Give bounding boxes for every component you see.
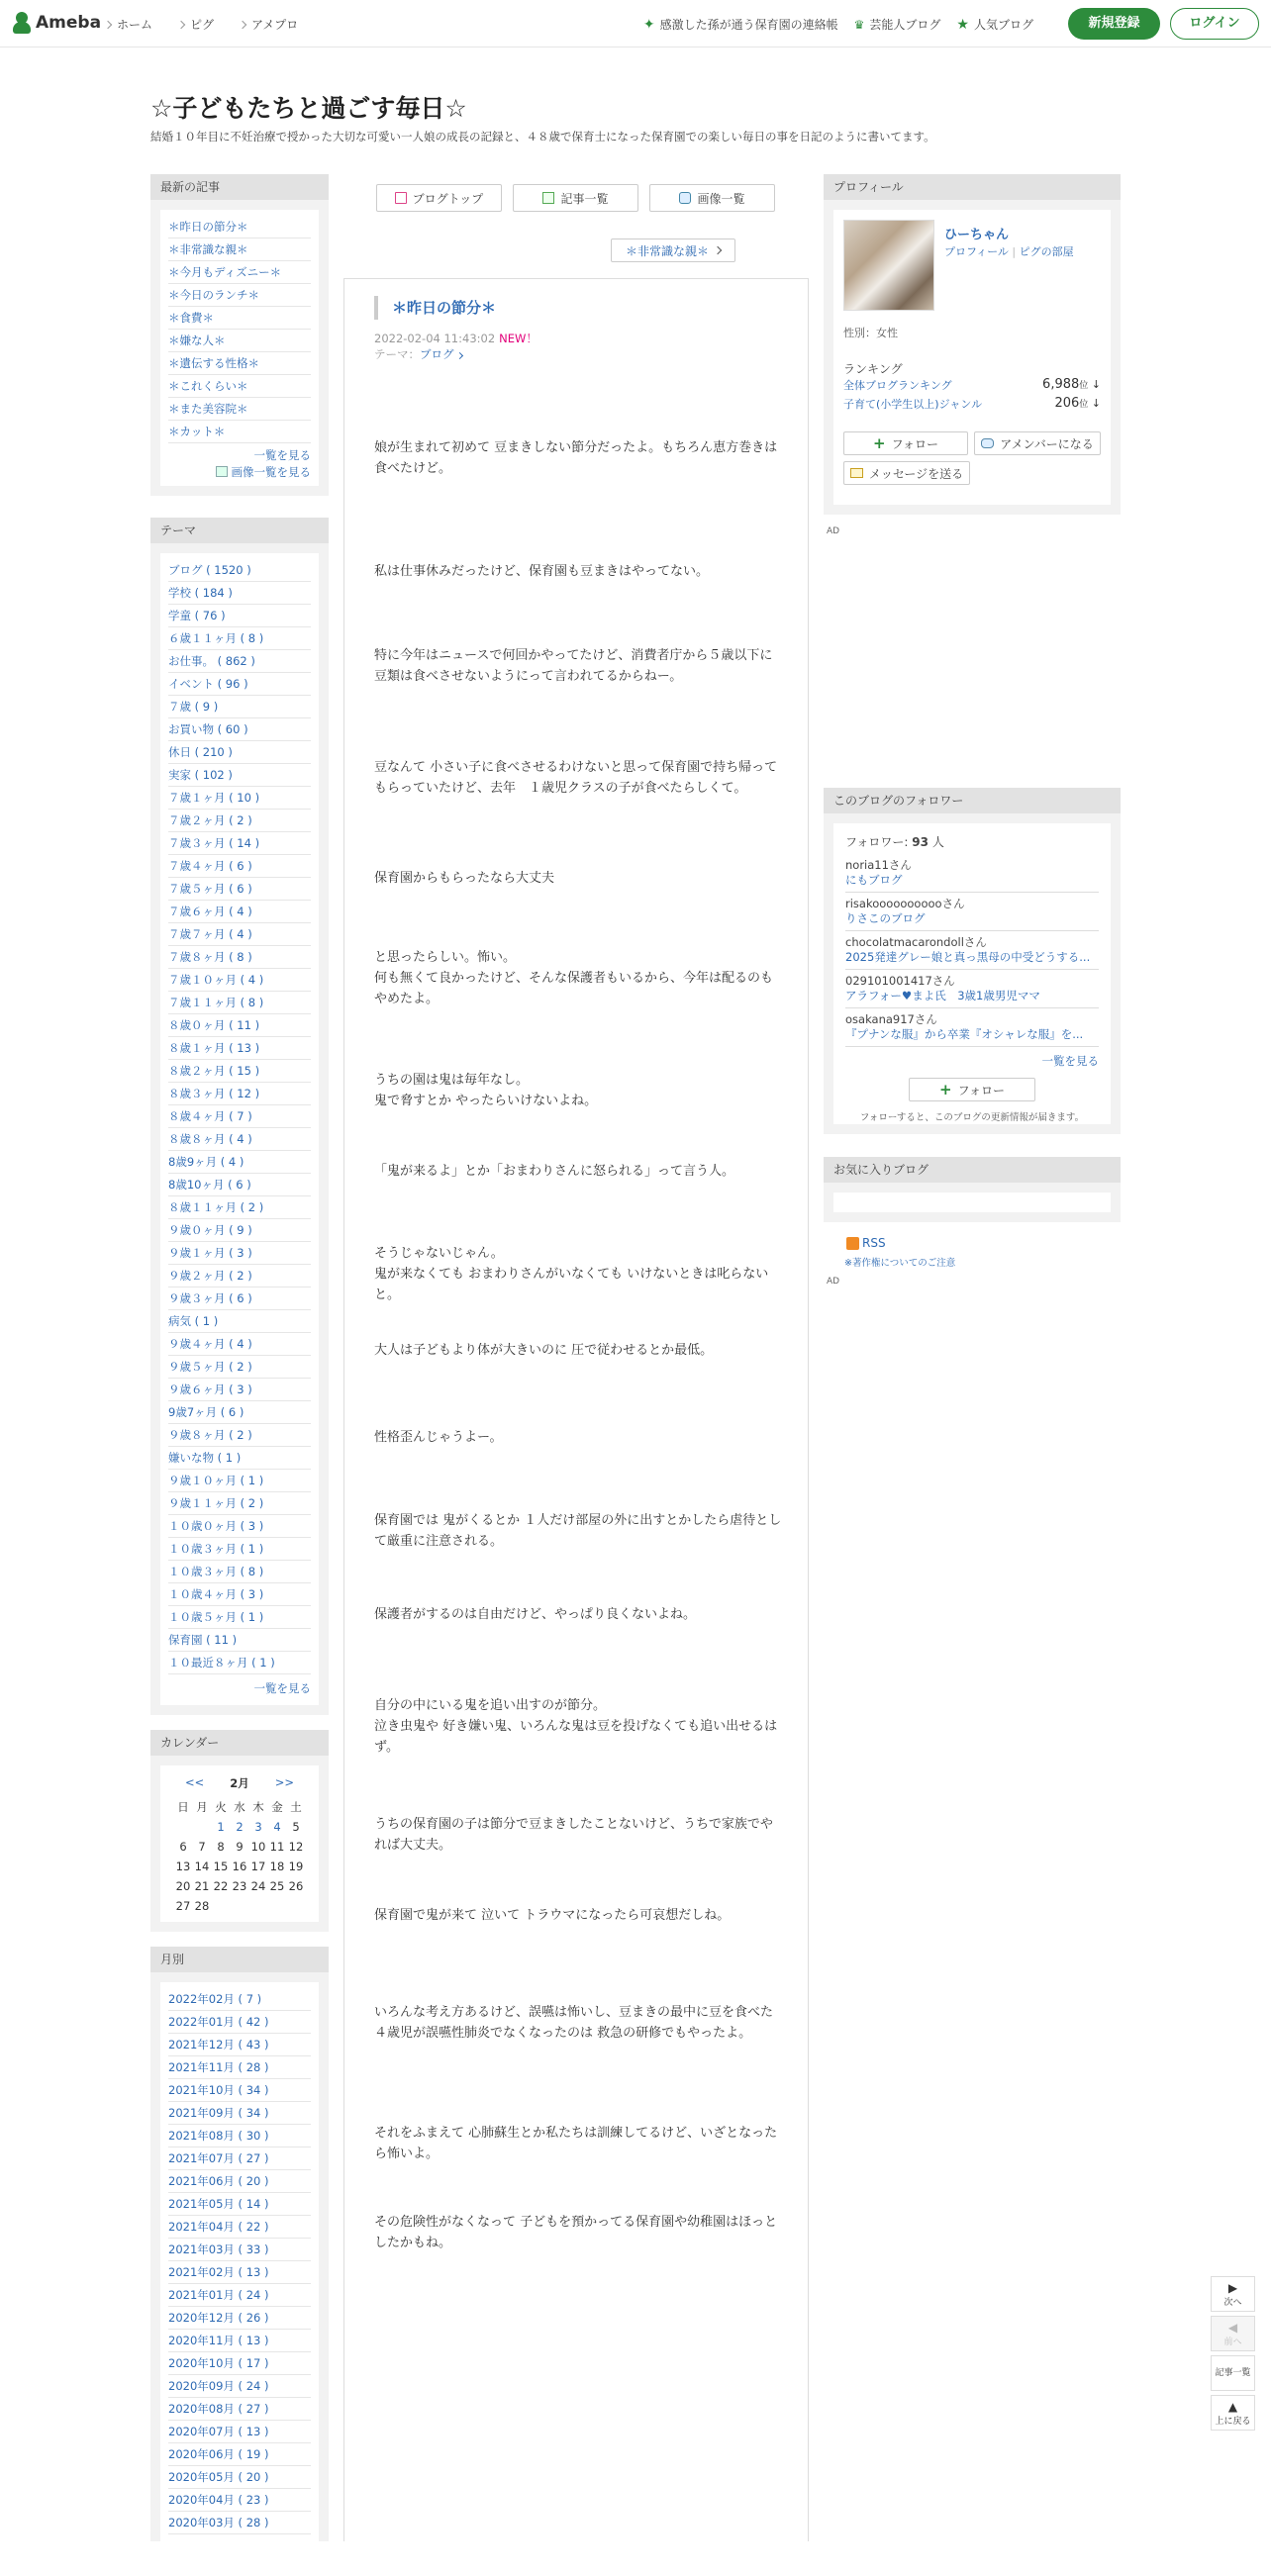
ad-label: AD <box>827 526 840 536</box>
followers-body <box>833 823 1111 1124</box>
follower-item <box>845 1008 1099 1047</box>
profile-gender: 性別：女性 <box>843 327 898 339</box>
nav-home-label: ホーム <box>117 18 153 32</box>
recent-more-link[interactable]: 一覧を見る <box>253 448 311 462</box>
article-paragraph: うちの園は鬼は毎年なし。 鬼で脅すとか やったらいけないよね。 <box>374 1073 598 1108</box>
themes-box <box>150 518 329 1715</box>
ranking-overall-link[interactable]: 全体ブログランキング <box>843 379 952 392</box>
profile-links: プロフィール | ピグの部屋 <box>944 245 1074 258</box>
theme-link[interactable]: ７歳２ヶ月 ( 2 ) <box>168 810 311 832</box>
float-next-label: 次へ <box>1223 2298 1242 2308</box>
theme-link[interactable]: ８歳４ヶ月 ( 7 ) <box>168 1105 311 1128</box>
follower-count: フォロワー: 93 人 <box>845 835 944 849</box>
followers-box <box>824 788 1121 1134</box>
favorite-blogs-header: お気に入りブログ <box>824 1157 1121 1183</box>
month-archive-link[interactable]: 2022年01月 ( 42 ) <box>168 2011 311 2034</box>
copyright-note-label: ※著作権についてのご注意 <box>844 1258 956 1269</box>
theme-link[interactable]: ９歳１０ヶ月 ( 1 ) <box>168 1470 311 1492</box>
amember-label: アメンバーになる <box>1000 436 1094 451</box>
calendar-day: 21 <box>194 1879 210 1893</box>
month-archive-link[interactable]: 2022年02月 ( 7 ) <box>168 1988 311 2011</box>
sparkle-icon: ✦ <box>642 16 655 33</box>
theme-link[interactable]: ７歳７ヶ月 ( 4 ) <box>168 923 311 946</box>
theme-link[interactable]: ８歳１１ヶ月 ( 2 ) <box>168 1196 311 1219</box>
theme-link[interactable]: 8歳10ヶ月 ( 6 ) <box>168 1174 311 1196</box>
themes-more-link[interactable]: 一覧を見る <box>253 1681 311 1695</box>
month-archive-link[interactable]: 2020年04月 ( 23 ) <box>168 2489 311 2512</box>
tab-blog-top[interactable] <box>376 184 502 212</box>
calendar-day <box>287 1896 306 1916</box>
month-archive-link[interactable]: 2021年03月 ( 33 ) <box>168 2239 311 2261</box>
month-archive-link[interactable]: 2021年09月 ( 34 ) <box>168 2102 311 2125</box>
profile-name[interactable]: ひーちゃん <box>944 228 1010 242</box>
nav-amepro-label: アメプロ <box>251 18 299 32</box>
theme-link[interactable]: 病気 ( 1 ) <box>168 1310 311 1333</box>
calendar-day: 27 <box>175 1899 191 1913</box>
tab-blog-top-label: ブログトップ <box>412 191 484 206</box>
rss-icon <box>846 1237 859 1250</box>
favorite-blogs-body <box>833 1193 1111 1212</box>
article-paragraph: そうじゃないじゃん。 鬼が来なくても おまわりさんがいなくても いけないときは叱らないと。 <box>374 1246 769 1302</box>
plus-icon: + <box>939 1081 952 1098</box>
calendar-day: 18 <box>269 1860 285 1873</box>
chevron-right-icon <box>104 20 112 28</box>
follow-note: フォローすると、このブログの更新情報が届きます。 <box>859 1112 1085 1123</box>
month-archive-link[interactable]: 2020年11月 ( 13 ) <box>168 2330 311 2352</box>
follower-blog-link[interactable]: 『プナンな服』から卒業『オシャレな服』を... <box>845 1027 1084 1041</box>
theme-link[interactable]: 実家 ( 102 ) <box>168 764 311 787</box>
calendar-day[interactable]: 3 <box>254 1820 262 1834</box>
ameba-logo-text: Ameba <box>36 13 102 33</box>
theme-link[interactable]: イベント ( 96 ) <box>168 673 311 696</box>
article-paragraph: 私は仕事休みだったけど、保育園も豆まきはやってない。 <box>374 564 710 579</box>
images-more-link[interactable] <box>168 464 311 481</box>
theme-link[interactable]: ７歳１１ヶ月 ( 8 ) <box>168 992 311 1014</box>
calendar-day <box>268 1896 287 1916</box>
chevron-right-icon <box>714 246 722 254</box>
nav-pigg[interactable] <box>178 16 214 33</box>
month-archive-link[interactable]: 2021年06月 ( 20 ) <box>168 2170 311 2193</box>
month-archive-link[interactable]: 2021年05月 ( 14 ) <box>168 2193 311 2216</box>
link-featured-label: 感激した孫が通う保育園の連絡帳 <box>659 18 838 32</box>
ranking-genre-value: 206位 ↓ <box>1054 396 1101 411</box>
theme-link[interactable]: ９歳１１ヶ月 ( 2 ) <box>168 1492 311 1515</box>
ranking-overall <box>843 377 1101 393</box>
global-nav <box>105 16 298 33</box>
calendar-weekday: 金 <box>271 1800 283 1814</box>
month-archive-link[interactable]: 2020年09月 ( 24 ) <box>168 2375 311 2398</box>
calendar-day: 22 <box>213 1879 229 1893</box>
camera-icon <box>679 192 691 204</box>
article <box>343 278 809 2541</box>
calendar-day <box>231 1896 249 1916</box>
float-next-button[interactable] <box>1211 2276 1255 2312</box>
recent-article-link[interactable]: ＊非常識な親＊ <box>168 239 311 261</box>
calendar-day <box>174 1817 193 1837</box>
follower-item <box>845 893 1099 931</box>
recent-article-link[interactable]: ＊食費＊ <box>168 307 311 330</box>
float-top-button[interactable] <box>1211 2395 1255 2431</box>
month-archive-link[interactable]: 2021年12月 ( 43 ) <box>168 2034 311 2056</box>
follower-blog-link[interactable]: 2025発達グレー娘と真っ黒母の中受どうする... <box>845 950 1091 964</box>
recent-article-link[interactable]: ＊今日のランチ＊ <box>168 284 311 307</box>
follower-item <box>845 854 1099 893</box>
month-archive-link[interactable]: 2020年10月 ( 17 ) <box>168 2352 311 2375</box>
ad-label-2: AD <box>827 1277 840 1287</box>
article-paragraph: 大人は子どもより体が大きいのに 圧で従わせるとか最低。 <box>374 1343 714 1358</box>
followers-more-link[interactable]: 一覧を見る <box>1041 1054 1099 1068</box>
recent-articles-box <box>150 174 329 496</box>
theme-link[interactable]: １０歳０ヶ月 ( 3 ) <box>168 1515 311 1538</box>
envelope-icon <box>850 468 863 478</box>
theme-link[interactable]: ８歳０ヶ月 ( 11 ) <box>168 1014 311 1037</box>
follower-item <box>845 970 1099 1008</box>
calendar-day <box>249 1896 268 1916</box>
calendar-day: 17 <box>250 1860 266 1873</box>
article-paragraph: 娘が生まれて初めて 豆まきしない節分だったよ。もちろん恵方巻きは食べたけど。 <box>374 440 778 476</box>
article-date <box>374 331 538 346</box>
theme-link[interactable]: １０歳３ヶ月 ( 1 ) <box>168 1538 311 1561</box>
profile-header: プロフィール <box>824 174 1121 200</box>
theme-link[interactable]: ９歳６ヶ月 ( 3 ) <box>168 1379 311 1401</box>
tab-image-list-label: 画像一覧 <box>697 191 745 206</box>
calendar-day: 25 <box>269 1879 285 1893</box>
follower-name: risakooooooooooさん <box>845 897 965 910</box>
tab-article-list[interactable] <box>513 184 638 212</box>
chat-bubble-icon <box>981 438 994 448</box>
calendar-grid <box>174 1797 306 1916</box>
calendar-prev-link[interactable]: << <box>184 1775 205 1789</box>
calendar-day: 11 <box>269 1840 285 1854</box>
images-more-label: 画像一覧を見る <box>231 465 311 479</box>
calendar-day: 16 <box>232 1860 247 1873</box>
calendar-day: 19 <box>288 1860 304 1873</box>
chevron-right-icon <box>177 20 185 28</box>
message-button[interactable] <box>843 461 970 485</box>
calendar-day <box>193 1817 212 1837</box>
blog-tabs <box>376 184 775 212</box>
follow-label: フォロー <box>891 436 938 451</box>
recent-articles-header: 最新の記事 <box>150 174 329 200</box>
follower-item <box>845 931 1099 970</box>
month-archive-link[interactable]: 2020年03月 ( 28 ) <box>168 2512 311 2534</box>
calendar-box <box>150 1730 329 1932</box>
rss-link[interactable] <box>846 1236 886 1250</box>
theme-link[interactable]: ９歳２ヶ月 ( 2 ) <box>168 1265 311 1288</box>
chevron-right-icon <box>456 352 463 359</box>
theme-link[interactable]: 9歳7ヶ月 ( 6 ) <box>168 1401 311 1424</box>
recent-article-link[interactable]: ＊昨日の節分＊ <box>168 216 311 239</box>
ranking-label: ランキング <box>843 362 903 376</box>
rss-label: RSS <box>862 1236 886 1250</box>
arrow-left-icon: ◀ <box>1227 2321 1238 2335</box>
header-links <box>643 16 1033 33</box>
article-theme <box>374 346 462 362</box>
theme-link[interactable]: ９歳３ヶ月 ( 6 ) <box>168 1288 311 1310</box>
follower-name: noria11さん <box>845 858 912 872</box>
float-list-button[interactable] <box>1211 2355 1255 2391</box>
article-paragraph: 保育園で鬼が来て 泣いて トラウマになったら可哀想だしね。 <box>374 1908 731 1923</box>
article-paragraph: それをふまえて 心肺蘇生とか私たちは訓練してるけど、いざとなったら怖いよ。 <box>374 2126 778 2161</box>
calendar-day[interactable]: 4 <box>273 1820 281 1834</box>
float-top-label: 上に戻る <box>1215 2417 1251 2427</box>
month-archive-link[interactable]: 2020年08月 ( 27 ) <box>168 2398 311 2421</box>
article-paragraph: うちの保育園の子は節分で豆まきしたことないけど、うちで家族でやれば大丈夫。 <box>374 1817 773 1853</box>
arrow-right-icon: ▶ <box>1227 2281 1238 2295</box>
favorite-blogs-box <box>824 1157 1121 1222</box>
theme-link[interactable]: １０歳３ヶ月 ( 8 ) <box>168 1561 311 1583</box>
profile-body <box>833 210 1111 505</box>
theme-link[interactable]: お仕事。 ( 862 ) <box>168 650 311 673</box>
month-archive-link[interactable]: 2021年10月 ( 34 ) <box>168 2079 311 2102</box>
follow-label-2: フォロー <box>957 1083 1005 1097</box>
link-featured-blog[interactable] <box>643 16 838 33</box>
blog-description: 結婚１０年目に不妊治療で授かった大切な可愛い一人娘の成長の記録と、４８歳で保育士になった保育園での楽しい毎日の事を日記のように書いてます。 <box>150 130 935 143</box>
follow-button-2[interactable] <box>909 1078 1035 1101</box>
monthly-archive-list <box>160 1982 319 2576</box>
theme-link[interactable]: ブログ ( 1520 ) <box>168 559 311 582</box>
article-paragraph: 保育園からもらったなら大丈夫 <box>374 871 555 886</box>
theme-link[interactable]: 8歳9ヶ月 ( 4 ) <box>168 1151 311 1174</box>
recent-article-link[interactable]: ＊遺伝する性格＊ <box>168 352 311 375</box>
month-archive-link[interactable]: 2021年07月 ( 27 ) <box>168 2147 311 2170</box>
theme-label: テーマ： <box>374 347 420 361</box>
global-header <box>0 0 1271 48</box>
recent-article-link[interactable]: ＊カット＊ <box>168 421 311 443</box>
chevron-right-icon <box>239 20 246 28</box>
blog-title[interactable]: ☆子どもたちと過ごす毎日☆ <box>150 94 467 123</box>
calendar-weekday: 月 <box>196 1800 208 1814</box>
home-page-icon <box>395 192 407 204</box>
prev-article-link[interactable] <box>611 239 735 262</box>
article-paragraph: 保育園では 鬼がくるとか １人だけ部屋の外に出すとかしたら虐待として厳重に注意される。 <box>374 1513 782 1549</box>
calendar-header: カレンダー <box>150 1730 329 1756</box>
calendar-weekday: 火 <box>215 1800 227 1814</box>
theme-link[interactable]: ９歳８ヶ月 ( 2 ) <box>168 1424 311 1447</box>
theme-link[interactable]: ７歳３ヶ月 ( 14 ) <box>168 832 311 855</box>
month-archive-link[interactable]: 2021年04月 ( 22 ) <box>168 2216 311 2239</box>
signup-button[interactable]: 新規登録 <box>1068 8 1160 40</box>
calendar-day: 24 <box>250 1879 266 1893</box>
article-paragraph: と思ったらしい。怖い。 何も無くて良かったけど、そんな保護者もいるから、今年は配るのもやめたよ。 <box>374 950 774 1006</box>
article-paragraph: いろんな考え方あるけど、誤嚥は怖いし、豆まきの最中に豆を食べた４歳児が誤嚥性肺炎でなくなったのは 救急の研修でもやったよ。 <box>374 2005 774 2041</box>
calendar-day: 6 <box>179 1840 187 1854</box>
ranking-genre <box>843 396 1101 412</box>
theme-link[interactable]: ７歳１０ヶ月 ( 4 ) <box>168 969 311 992</box>
tab-image-list[interactable] <box>649 184 775 212</box>
star-icon: ★ <box>956 16 969 33</box>
theme-link[interactable]: ７歳８ヶ月 ( 8 ) <box>168 946 311 969</box>
theme-link[interactable]: ８歳１ヶ月 ( 13 ) <box>168 1037 311 1060</box>
themes-list <box>160 553 319 1705</box>
calendar-month: 2月 <box>230 1776 249 1790</box>
amember-button[interactable] <box>974 431 1101 455</box>
tab-article-list-label: 記事一覧 <box>560 191 609 206</box>
link-popular-label: 人気ブログ <box>973 18 1033 32</box>
theme-link[interactable]: ７歳４ヶ月 ( 6 ) <box>168 855 311 878</box>
calendar-day: 26 <box>288 1879 304 1893</box>
calendar-day: 12 <box>288 1840 304 1854</box>
calendar-day[interactable]: 1 <box>217 1820 225 1834</box>
profile-link[interactable]: プロフィール <box>944 245 1009 258</box>
theme-link[interactable]: お買い物 ( 60 ) <box>168 718 311 741</box>
message-label: メッセージを送る <box>868 466 964 481</box>
follower-name: chocolatmacarondollさん <box>845 935 987 949</box>
calendar-next-link[interactable]: >> <box>274 1775 295 1789</box>
follower-blog-link[interactable]: りさこのブログ <box>845 911 926 925</box>
follow-button[interactable] <box>843 431 968 455</box>
recent-article-link[interactable]: ＊また美容院＊ <box>168 398 311 421</box>
arrow-up-icon: ▲ <box>1227 2400 1238 2414</box>
calendar-day: 28 <box>194 1899 210 1913</box>
calendar-day: 23 <box>232 1879 247 1893</box>
article-theme-link[interactable]: ブログ <box>420 347 454 361</box>
pigg-room-link[interactable]: ピグの部屋 <box>1019 245 1074 258</box>
month-archive-link[interactable]: 2021年08月 ( 30 ) <box>168 2125 311 2147</box>
theme-link[interactable]: ９歳０ヶ月 ( 9 ) <box>168 1219 311 1242</box>
prev-article-label: ＊非常識な親＊ <box>625 243 709 258</box>
calendar-day: 10 <box>250 1840 266 1854</box>
theme-link[interactable]: 休日 ( 210 ) <box>168 741 311 764</box>
theme-link[interactable]: １０最近８ヶ月 ( 1 ) <box>168 1652 311 1674</box>
calendar-day: 7 <box>198 1840 206 1854</box>
image-list-icon <box>216 466 228 477</box>
theme-link[interactable]: 学校 ( 184 ) <box>168 582 311 605</box>
float-list-label: 記事一覧 <box>1215 2368 1251 2378</box>
article-paragraph: その危険性がなくなって 子どもを預かってる保育園や幼稚園はほっとしたかもね。 <box>374 2215 778 2250</box>
calendar-day: 8 <box>217 1840 225 1854</box>
ranking-genre-link[interactable]: 子育て(小学生以上)ジャンル <box>843 398 983 411</box>
crown-icon: ♛ <box>853 17 865 32</box>
link-celebrity-blog[interactable] <box>854 16 941 33</box>
article-paragraph: 「鬼が来るよ」とか「おまわりさんに怒られる」って言う人。 <box>374 1164 735 1179</box>
theme-link[interactable]: ８歳３ヶ月 ( 12 ) <box>168 1083 311 1105</box>
month-archive-link[interactable]: 2020年05月 ( 20 ) <box>168 2466 311 2489</box>
calendar-day: 20 <box>175 1879 191 1893</box>
theme-link[interactable]: 学童 ( 76 ) <box>168 605 311 627</box>
calendar-weekday: 木 <box>252 1800 264 1814</box>
link-celebrity-label: 芸能人ブログ <box>869 18 941 32</box>
article-paragraph: 特に今年はニュースで何回かやってたけど、消費者庁から５歳以下に豆類は食べさせないようにって言われてるからねー。 <box>374 648 773 684</box>
followers-header: このブログのフォロワー <box>824 788 1121 813</box>
follower-blog-link[interactable]: にもブログ <box>845 873 903 887</box>
plus-icon: + <box>873 434 886 452</box>
month-archive-link[interactable]: 2020年12月 ( 26 ) <box>168 2307 311 2330</box>
theme-link[interactable]: ６歳１１ヶ月 ( 8 ) <box>168 627 311 650</box>
ameba-mascot-icon <box>12 12 32 34</box>
monthly-archive-box <box>150 1947 329 2541</box>
theme-link[interactable]: ９歳４ヶ月 ( 4 ) <box>168 1333 311 1356</box>
themes-header: テーマ <box>150 518 329 543</box>
month-archive-link[interactable]: 2021年11月 ( 28 ) <box>168 2056 311 2079</box>
follower-blog-link[interactable]: アラフォー♥まよ氏 3歳1歳男児ママ <box>845 989 1040 1002</box>
theme-link[interactable]: ９歳１ヶ月 ( 3 ) <box>168 1242 311 1265</box>
theme-link[interactable]: ７歳６ヶ月 ( 4 ) <box>168 901 311 923</box>
theme-link[interactable]: １０歳５ヶ月 ( 1 ) <box>168 1606 311 1629</box>
nav-amepro[interactable] <box>240 16 298 33</box>
float-prev-label: 前へ <box>1223 2337 1242 2347</box>
article-paragraph: 豆なんて 小さい子に食べさせるわけないと思って保育園で持ち帰ってもらっていたけど、去年 １歳児クラスの子が食べたらしくて。 <box>374 760 778 796</box>
calendar-weekday: 土 <box>290 1800 302 1814</box>
calendar-day: 15 <box>213 1860 229 1873</box>
calendar-weekday: 日 <box>177 1800 189 1814</box>
calendar-day[interactable]: 2 <box>236 1820 244 1834</box>
float-prev-button[interactable] <box>1211 2316 1255 2351</box>
recent-articles-list <box>160 210 319 486</box>
ameba-logo[interactable] <box>12 12 101 34</box>
nav-home[interactable] <box>105 16 152 33</box>
calendar-day: 9 <box>236 1840 244 1854</box>
link-popular-blog[interactable] <box>956 16 1033 33</box>
theme-link[interactable]: ８歳８ヶ月 ( 4 ) <box>168 1128 311 1151</box>
profile-box <box>824 174 1121 515</box>
month-archive-link[interactable]: 2020年06月 ( 19 ) <box>168 2443 311 2466</box>
document-list-icon <box>542 192 554 204</box>
article-paragraph: 保護者がするのは自由だけど、やっぱり良くないよね。 <box>374 1607 697 1622</box>
theme-link[interactable]: ７歳１ヶ月 ( 10 ) <box>168 787 311 810</box>
monthly-archive-header: 月別 <box>150 1947 329 1972</box>
article-title[interactable]: ＊昨日の節分＊ <box>374 296 496 320</box>
profile-avatar[interactable] <box>843 220 934 311</box>
new-badge: NEW！ <box>499 332 538 345</box>
article-timestamp: 2022-02-04 11:43:02 <box>374 332 496 345</box>
ranking-overall-value: 6,988位 ↓ <box>1042 377 1101 392</box>
theme-link[interactable]: 嫌いな物 ( 1 ) <box>168 1447 311 1470</box>
calendar-day: 5 <box>292 1820 300 1834</box>
theme-link[interactable]: １０歳４ヶ月 ( 3 ) <box>168 1583 311 1606</box>
copyright-note-link[interactable] <box>844 1255 955 1269</box>
theme-link[interactable]: ７歳５ヶ月 ( 6 ) <box>168 878 311 901</box>
calendar <box>160 1765 319 1922</box>
theme-link[interactable]: ７歳 ( 9 ) <box>168 696 311 718</box>
follower-name: 029101001417さん <box>845 974 955 988</box>
month-archive-link[interactable]: 2021年02月 ( 13 ) <box>168 2261 311 2284</box>
theme-link[interactable]: ９歳５ヶ月 ( 2 ) <box>168 1356 311 1379</box>
login-button[interactable]: ログイン <box>1170 8 1259 40</box>
recent-article-link[interactable]: ＊今月もディズニー＊ <box>168 261 311 284</box>
article-paragraph: 性格歪んじゃうよー。 <box>374 1430 503 1445</box>
theme-link[interactable]: 保育園 ( 11 ) <box>168 1629 311 1652</box>
recent-article-link[interactable]: ＊これくらい＊ <box>168 375 311 398</box>
follower-name: osakana917さん <box>845 1012 937 1026</box>
theme-link[interactable]: ８歳２ヶ月 ( 15 ) <box>168 1060 311 1083</box>
article-paragraph: 自分の中にいる鬼を追い出すのが節分。 泣き虫鬼や 好き嫌い鬼、いろんな鬼は豆を投げなくても追い出せるはず。 <box>374 1698 778 1755</box>
calendar-weekday: 水 <box>234 1800 245 1814</box>
calendar-day <box>212 1896 231 1916</box>
month-archive-link[interactable]: 2020年07月 ( 13 ) <box>168 2421 311 2443</box>
month-archive-link[interactable]: 2021年01月 ( 24 ) <box>168 2284 311 2307</box>
recent-article-link[interactable]: ＊嫌な人＊ <box>168 330 311 352</box>
calendar-day: 13 <box>175 1860 191 1873</box>
calendar-day: 14 <box>194 1860 210 1873</box>
nav-pigg-label: ピグ <box>190 18 215 32</box>
